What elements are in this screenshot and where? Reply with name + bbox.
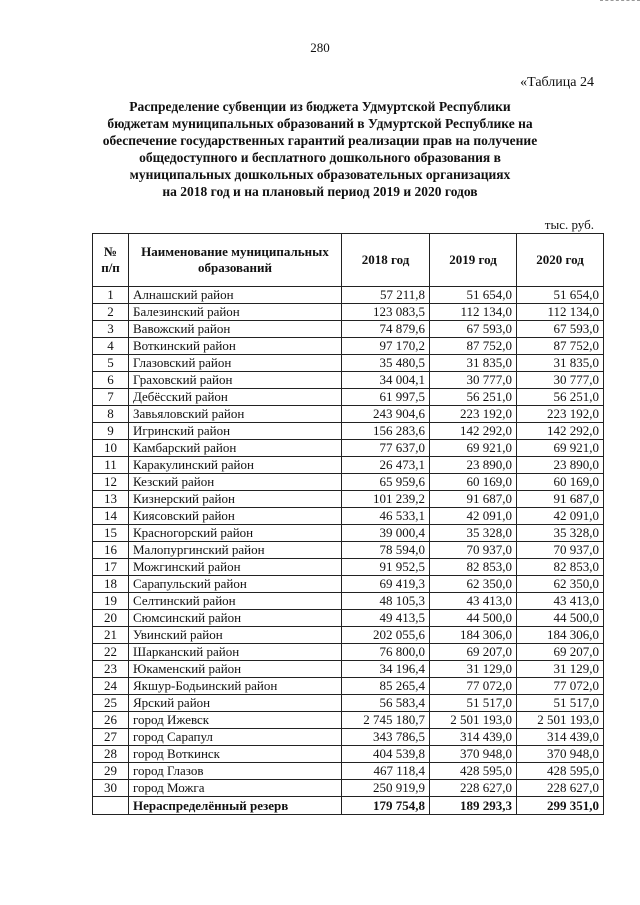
row-2019: 69 207,0 [430,644,517,661]
row-num: 2 [93,304,129,321]
row-name: Дебёсский район [129,389,342,406]
row-2018: 91 952,5 [342,559,430,576]
row-2018: 61 997,5 [342,389,430,406]
table-row [93,508,604,525]
row-name: Киясовский район [129,508,342,525]
table-row [93,440,604,457]
row-2020: 69 207,0 [517,644,604,661]
row-name: Кезский район [129,474,342,491]
row-num: 17 [93,559,129,576]
row-2019: 62 350,0 [430,576,517,593]
row-2019: 184 306,0 [430,627,517,644]
row-2018: 34 004,1 [342,372,430,389]
row-2019: 228 627,0 [430,780,517,797]
row-2018: 101 239,2 [342,491,430,508]
table-row [93,576,604,593]
row-2018: 49 413,5 [342,610,430,627]
row-2020: 87 752,0 [517,338,604,355]
row-2020: 51 517,0 [517,695,604,712]
row-2019: 70 937,0 [430,542,517,559]
row-2018: 48 105,3 [342,593,430,610]
table-row [93,678,604,695]
row-2018: 123 083,5 [342,304,430,321]
row-name: Малопургинский район [129,542,342,559]
row-2019: 43 413,0 [430,593,517,610]
row-name: Ярский район [129,695,342,712]
row-num: 1 [93,287,129,304]
row-2020: 35 328,0 [517,525,604,542]
row-num: 8 [93,406,129,423]
row-num: 12 [93,474,129,491]
row-name: Завьяловский район [129,406,342,423]
row-2020: 62 350,0 [517,576,604,593]
row-2018: 46 533,1 [342,508,430,525]
table-row [93,763,604,780]
row-name: Шарканский район [129,644,342,661]
row-num: 18 [93,576,129,593]
row-num: 14 [93,508,129,525]
row-2020: 70 937,0 [517,542,604,559]
row-num: 27 [93,729,129,746]
row-2019: 370 948,0 [430,746,517,763]
row-num: 16 [93,542,129,559]
row-name: Граховский район [129,372,342,389]
row-name: город Ижевск [129,712,342,729]
row-2018: 85 265,4 [342,678,430,695]
row-name: город Воткинск [129,746,342,763]
row-name: Сюмсинский район [129,610,342,627]
table-row [93,321,604,338]
row-2018: 97 170,2 [342,338,430,355]
title-line: на 2018 год и на плановый период 2019 и 2020 годов [162,184,478,199]
row-num: 6 [93,372,129,389]
row-num: 15 [93,525,129,542]
row-name: Вавожский район [129,321,342,338]
row-2019: 2 501 193,0 [430,712,517,729]
row-2020: 112 134,0 [517,304,604,321]
row-num: 22 [93,644,129,661]
row-2020: 370 948,0 [517,746,604,763]
row-2020: 67 593,0 [517,321,604,338]
row-2020: 82 853,0 [517,559,604,576]
row-name: Кизнерский район [129,491,342,508]
table-row [93,304,604,321]
total-num [93,797,129,815]
table-header-row [93,234,604,287]
row-name: город Сарапул [129,729,342,746]
row-2019: 23 890,0 [430,457,517,474]
row-2018: 74 879,6 [342,321,430,338]
row-2019: 223 192,0 [430,406,517,423]
row-2020: 60 169,0 [517,474,604,491]
row-num: 10 [93,440,129,457]
row-2019: 69 921,0 [430,440,517,457]
table-row [93,474,604,491]
row-name: Якшур-Бодьинский район [129,678,342,695]
row-num: 26 [93,712,129,729]
row-2020: 184 306,0 [517,627,604,644]
page-number: 280 [310,40,330,55]
row-name: Балезинский район [129,304,342,321]
row-num: 24 [93,678,129,695]
row-num: 30 [93,780,129,797]
row-num: 7 [93,389,129,406]
row-2020: 2 501 193,0 [517,712,604,729]
header-name: Наименование муниципальных образований [129,234,342,287]
header-2020: 2020 год [517,234,604,287]
header-2019: 2019 год [430,234,517,287]
row-2020: 91 687,0 [517,491,604,508]
row-2019: 82 853,0 [430,559,517,576]
total-row [93,797,604,815]
row-2020: 223 192,0 [517,406,604,423]
row-num: 9 [93,423,129,440]
row-2018: 69 419,3 [342,576,430,593]
row-2018: 202 055,6 [342,627,430,644]
table-row [93,287,604,304]
units-label: тыс. руб. [544,217,594,232]
table-row [93,355,604,372]
row-2019: 31 129,0 [430,661,517,678]
row-name: Красногорский район [129,525,342,542]
row-2019: 56 251,0 [430,389,517,406]
row-num: 19 [93,593,129,610]
row-2019: 142 292,0 [430,423,517,440]
row-2019: 31 835,0 [430,355,517,372]
table-row [93,610,604,627]
row-num: 11 [93,457,129,474]
table-row [93,746,604,763]
header-2018: 2018 год [342,234,430,287]
row-name: город Глазов [129,763,342,780]
table-row [93,423,604,440]
row-name: Селтинский район [129,593,342,610]
table-row [93,661,604,678]
row-2019: 428 595,0 [430,763,517,780]
row-name: Глазовский район [129,355,342,372]
row-2020: 428 595,0 [517,763,604,780]
row-2019: 51 654,0 [430,287,517,304]
row-2020: 31 129,0 [517,661,604,678]
row-name: Сарапульский район [129,576,342,593]
row-2019: 44 500,0 [430,610,517,627]
row-name: Алнашский район [129,287,342,304]
row-2020: 51 654,0 [517,287,604,304]
row-2019: 60 169,0 [430,474,517,491]
subvention-table [92,233,604,815]
row-2020: 142 292,0 [517,423,604,440]
row-2018: 2 745 180,7 [342,712,430,729]
row-2018: 343 786,5 [342,729,430,746]
header-num: № п/п [93,234,129,287]
row-num: 20 [93,610,129,627]
row-2018: 250 919,9 [342,780,430,797]
row-num: 29 [93,763,129,780]
row-name: Каракулинский район [129,457,342,474]
row-2020: 43 413,0 [517,593,604,610]
table-row [93,559,604,576]
table-body [93,287,604,797]
row-2018: 56 583,4 [342,695,430,712]
total-2018: 179 754,8 [342,797,430,815]
row-2020: 44 500,0 [517,610,604,627]
row-2020: 31 835,0 [517,355,604,372]
row-2018: 57 211,8 [342,287,430,304]
total-2019: 189 293,3 [430,797,517,815]
row-2018: 34 196,4 [342,661,430,678]
table-row [93,457,604,474]
row-name: Можгинский район [129,559,342,576]
table-row [93,389,604,406]
row-name: Юкаменский район [129,661,342,678]
row-num: 23 [93,661,129,678]
row-num: 3 [93,321,129,338]
row-num: 13 [93,491,129,508]
table-row [93,491,604,508]
row-2019: 77 072,0 [430,678,517,695]
title-line: муниципальных дошкольных образовательных организациях [129,167,511,182]
title-line: обеспечение государственных гарантий реализации прав на получение [102,133,538,148]
row-2020: 314 439,0 [517,729,604,746]
table-row [93,406,604,423]
row-2019: 30 777,0 [430,372,517,389]
row-2020: 23 890,0 [517,457,604,474]
row-2019: 91 687,0 [430,491,517,508]
document-title [95,98,545,200]
row-2019: 112 134,0 [430,304,517,321]
table-label: «Таблица 24 [520,75,594,90]
row-2018: 156 283,6 [342,423,430,440]
row-2018: 76 800,0 [342,644,430,661]
row-2019: 67 593,0 [430,321,517,338]
row-num: 28 [93,746,129,763]
total-name: Нераспределённый резерв [129,797,342,815]
row-2018: 467 118,4 [342,763,430,780]
table-row [93,542,604,559]
table-row [93,644,604,661]
table-row [93,593,604,610]
row-2020: 77 072,0 [517,678,604,695]
row-num: 21 [93,627,129,644]
row-name: город Можга [129,780,342,797]
row-2018: 404 539,8 [342,746,430,763]
row-2019: 42 091,0 [430,508,517,525]
row-2020: 69 921,0 [517,440,604,457]
title-line: общедоступного и бесплатного дошкольного образования в [139,150,501,165]
row-2019: 51 517,0 [430,695,517,712]
table-row [93,712,604,729]
row-2018: 35 480,5 [342,355,430,372]
row-2018: 26 473,1 [342,457,430,474]
row-2020: 56 251,0 [517,389,604,406]
row-2020: 228 627,0 [517,780,604,797]
row-2019: 314 439,0 [430,729,517,746]
row-num: 25 [93,695,129,712]
table-row [93,372,604,389]
row-2020: 30 777,0 [517,372,604,389]
row-name: Камбарский район [129,440,342,457]
row-2019: 35 328,0 [430,525,517,542]
row-2018: 77 637,0 [342,440,430,457]
table-row [93,780,604,797]
row-2018: 243 904,6 [342,406,430,423]
row-name: Увинский район [129,627,342,644]
row-name: Воткинский район [129,338,342,355]
table-row [93,338,604,355]
title-line: бюджетам муниципальных образований в Удмуртской Республике на [107,116,533,131]
row-num: 5 [93,355,129,372]
total-2020: 299 351,0 [517,797,604,815]
row-2019: 87 752,0 [430,338,517,355]
table-row [93,695,604,712]
row-num: 4 [93,338,129,355]
page-corner-mark [600,0,640,1]
table-row [93,729,604,746]
table-row [93,525,604,542]
table-row [93,627,604,644]
title-line: Распределение субвенции из бюджета Удмуртской Республики [129,99,511,114]
row-2018: 65 959,6 [342,474,430,491]
row-2018: 78 594,0 [342,542,430,559]
row-name: Игринский район [129,423,342,440]
row-2020: 42 091,0 [517,508,604,525]
row-2018: 39 000,4 [342,525,430,542]
